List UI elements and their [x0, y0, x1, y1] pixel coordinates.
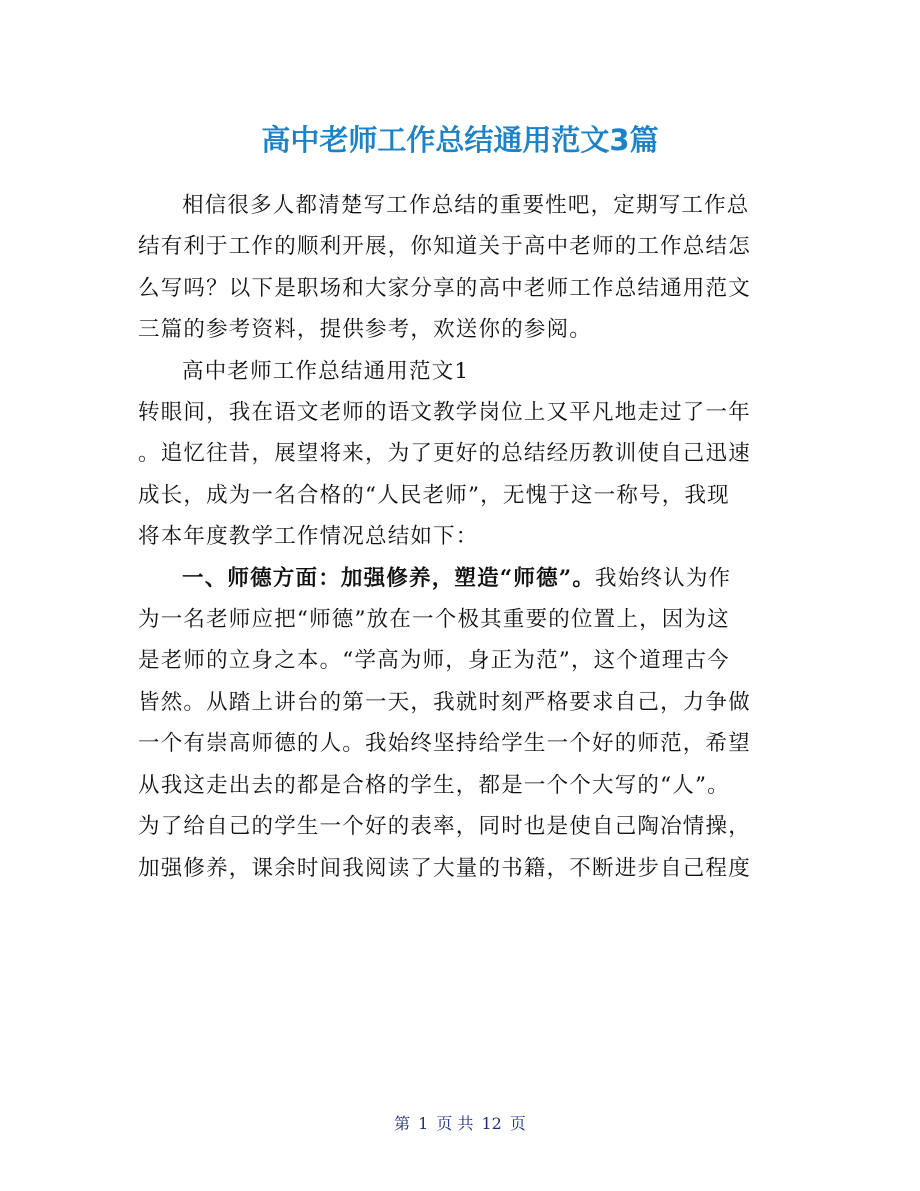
intro-line: 么写吗？以下是职场和大家分享的高中老师工作总结通用范文: [138, 275, 751, 301]
page-footer: [0, 1114, 920, 1134]
footer-middle: 页 共: [436, 1114, 474, 1133]
point1-first-rest: 我始终认为作: [595, 565, 732, 591]
point1-line: 是老师的立身之本。“学高为师，身正为范”，这个道理古今: [138, 648, 730, 674]
opening-line: 转眼间，我在语文老师的语文教学岗位上又平凡地走过了一年: [138, 400, 751, 426]
section-heading: 高中老师工作总结通用范文1: [182, 358, 470, 384]
point1-line: 一个有崇高师德的人。我始终坚持给学生一个好的师范，希望: [138, 731, 751, 757]
intro-line: 结有利于工作的顺利开展，你知道关于高中老师的工作总结怎: [138, 234, 751, 260]
document-title: 高中老师工作总结通用范文3篇: [261, 123, 659, 157]
footer-prefix: 第: [394, 1114, 411, 1133]
intro-line: 三篇的参考资料，提供参考，欢送你的参阅。: [138, 317, 593, 343]
intro-line: 相信很多人都清楚写工作总结的重要性吧，定期写工作总: [182, 193, 750, 218]
point1-first-line: [138, 558, 788, 599]
footer-suffix: 页: [509, 1114, 526, 1133]
opening-line: 。追忆往昔，展望将来，为了更好的总结经历教训使自己迅速: [138, 441, 751, 467]
point1-line: 从我这走出去的都是合格的学生，都是一个个大写的“人”。: [138, 772, 730, 798]
point1-line: 为一名老师应把“师德”放在一个极其重要的位置上，因为这: [138, 607, 730, 633]
document-body: [138, 185, 788, 889]
point1-line: 皆然。从踏上讲台的第一天，我就时刻严格要求自己，力争做: [138, 689, 751, 715]
point1-heading: 一、师德方面：加强修养，塑造“师德”。: [182, 565, 596, 591]
opening-line: 成长，成为一名合格的“人民老师”，无愧于这一称号，我现: [138, 482, 730, 508]
footer-total-pages: 12: [481, 1114, 502, 1133]
opening-line: 将本年度教学工作情况总结如下：: [138, 524, 479, 550]
point1-line: 为了给自己的学生一个好的表率，同时也是使自己陶冶情操，: [138, 814, 751, 840]
point1-line: 加强修养，课余时间我阅读了大量的书籍，不断进步自己程度: [138, 855, 751, 881]
footer-page-number: 1: [418, 1114, 429, 1133]
